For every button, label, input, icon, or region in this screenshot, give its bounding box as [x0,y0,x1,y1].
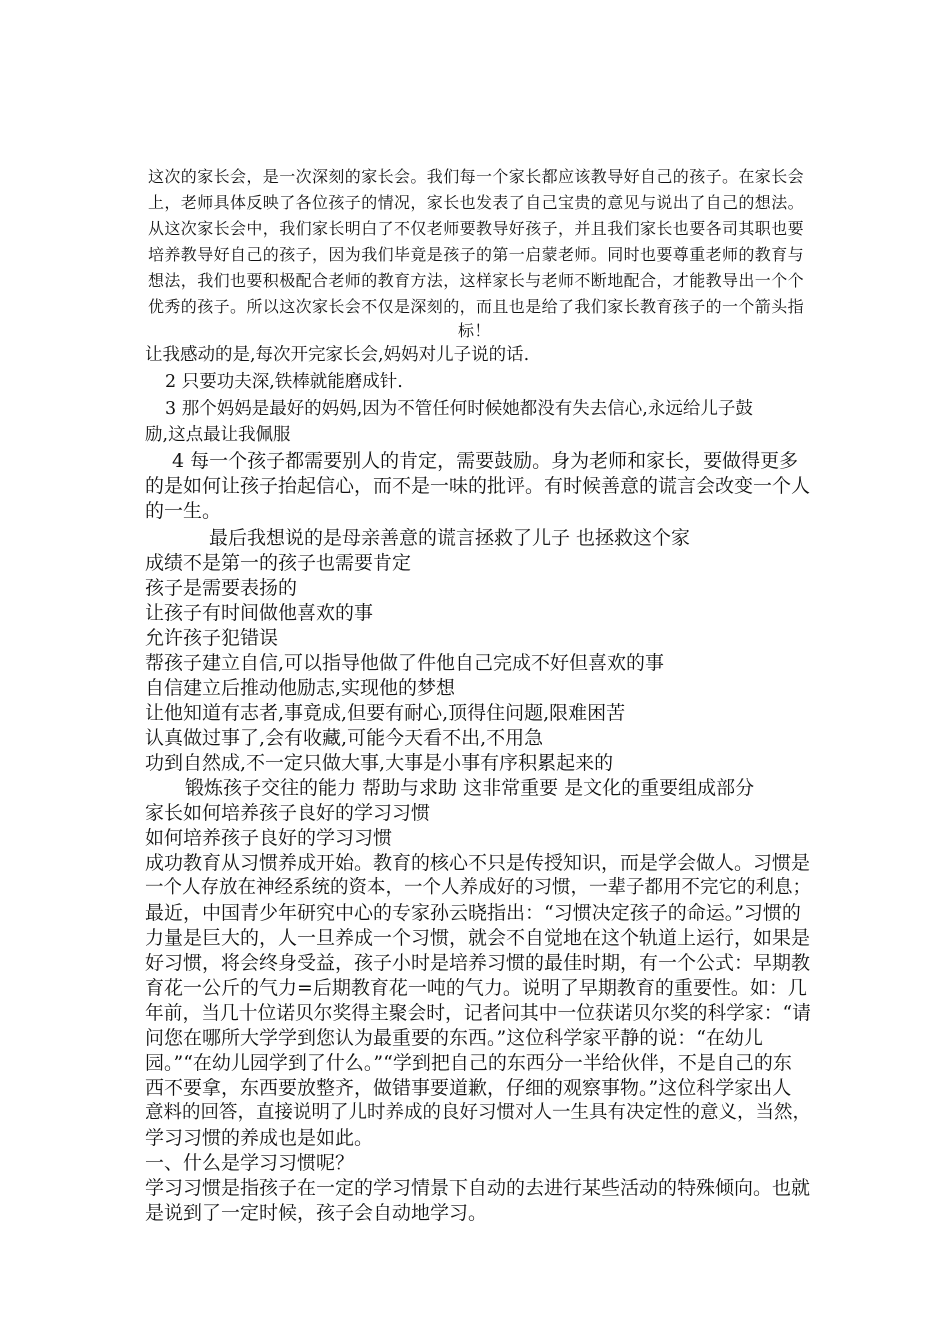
tip-item: 成绩不是第一的孩子也需要肯定 [145,552,412,574]
final-thought: 最后我想说的是母亲善意的谎言拯救了儿子 也拯救这个家 [209,527,691,549]
point-4-line: 的是如何让孩子抬起信心，而不是一味的批评。有时候善意的谎言会改变一个人 [145,475,811,497]
point-4-line: 4 每一个孩子都需要别人的肯定，需要鼓励。身为老师和家长，要做得更多 [172,450,799,472]
tip-item: 孩子是需要表扬的 [145,577,298,599]
habit-line: 成功教育从习惯养成开始。教育的核心不只是传授知识，而是学会做人。习惯是 [145,852,811,874]
intro-line: 这次的家长会，是一次深刻的家长会。我们每一个家长都应该教导好自己的孩子。在家长会 [148,167,805,186]
habit-line: 力量是巨大的，人一旦养成一个习惯，就会不自觉地在这个轨道上运行，如果是 [145,927,811,949]
habit-line: 育花一公斤的气力=后期教育花一吨的气力。说明了早期教育的重要性。如：几 [145,977,807,999]
tip-item: 认真做过事了,会有收藏,可能今天看不出,不用急 [145,727,544,749]
habit-line: 西不要拿，东西要放整齐，做错事要道歉，仔细的观察事物。”这位科学家出人 [145,1077,792,1099]
tip-item: 帮孩子建立自信,可以指导他做了件他自己完成不好但喜欢的事 [145,652,665,674]
habit-line: 问您在哪所大学学到您认为最重要的东西。”这位科学家平静的说：“在幼儿 [145,1027,763,1049]
heading-parents-habits: 家长如何培养孩子良好的学习习惯 [145,802,431,824]
point-3-line: 励,这点最让我佩服 [145,425,291,445]
intro-line: 从这次家长会中，我们家长明白了不仅老师要教导好孩子，并且我们家长也要各司其职也要 [148,219,805,238]
habit-line: 意料的回答，直接说明了儿时养成的良好习惯对人一生具有决定性的意义，当然， [145,1102,812,1123]
moving-words-heading: 让我感动的是,每次开完家长会,妈妈对儿子说的话. [145,345,530,365]
point-3-line: 3 那个妈妈是最好的妈妈,因为不管任何时候她都没有失去信心,永远给儿子鼓 [165,399,753,419]
point-2: 2 只要功夫深,铁棒就能磨成针. [165,372,403,392]
section-one-line: 学习习惯是指孩子在一定的学习情景下自动的去进行某些活动的特殊倾向。也就 [145,1177,811,1199]
tip-item: 功到自然成,不一定只做大事,大事是小事有序积累起来的 [145,752,614,774]
intro-line: 上，老师具体反映了各位孩子的情况，家长也发表了自己宝贵的意见与说出了自己的想法。 [148,193,805,212]
social-skills-note: 锻炼孩子交往的能力 帮助与求助 这非常重要 是文化的重要组成部分 [185,777,755,799]
tip-item: 让他知道有志者,事竟成,但要有耐心,顶得住问题,限难困苦 [145,702,626,724]
habit-line: 园。”“在幼儿园学到了什么。”“学到把自己的东西分一半给伙伴，不是自己的东 [145,1052,792,1074]
intro-line: 培养教导好自己的孩子，因为我们毕竟是孩子的第一启蒙老师。同时也要尊重老师的教育与 [148,245,805,264]
habit-line: 最近，中国青少年研究中心的专家孙云晓指出：“习惯决定孩子的命运。”习惯的 [145,902,801,924]
intro-line-end: 标！ [458,321,491,340]
habit-line: 年前，当几十位诺贝尔奖得主聚会时，记者问其中一位获诺贝尔奖的科学家：“请 [145,1003,811,1024]
intro-line: 想法，我们也要积极配合老师的教育方法，这样家长与老师不断地配合，才能教导出一个个 [148,271,805,290]
tip-item: 允许孩子犯错误 [145,627,279,649]
point-4-line: 的一生。 [145,500,222,522]
section-one-title: 一、什么是学习习惯呢？ [145,1152,355,1174]
tip-item: 让孩子有时间做他喜欢的事 [145,602,374,624]
habit-line: 好习惯，将会终身受益，孩子小时是培养习惯的最佳时期，有一个公式：早期教 [145,952,811,974]
habit-line: 学习习惯的养成也是如此。 [145,1127,374,1149]
tip-item: 自信建立后推动他励志,实现他的梦想 [145,677,456,699]
section-one-line: 是说到了一定时候，孩子会自动地学习。 [145,1202,488,1224]
intro-line: 优秀的孩子。所以这次家长会不仅是深刻的，而且也是给了我们家长教育孩子的一个箭头指 [148,297,805,316]
habit-line: 一个人存放在神经系统的资本，一个人养成好的习惯，一辈子都用不完它的利息； [145,877,812,898]
heading-habits: 如何培养孩子良好的学习习惯 [145,827,393,849]
